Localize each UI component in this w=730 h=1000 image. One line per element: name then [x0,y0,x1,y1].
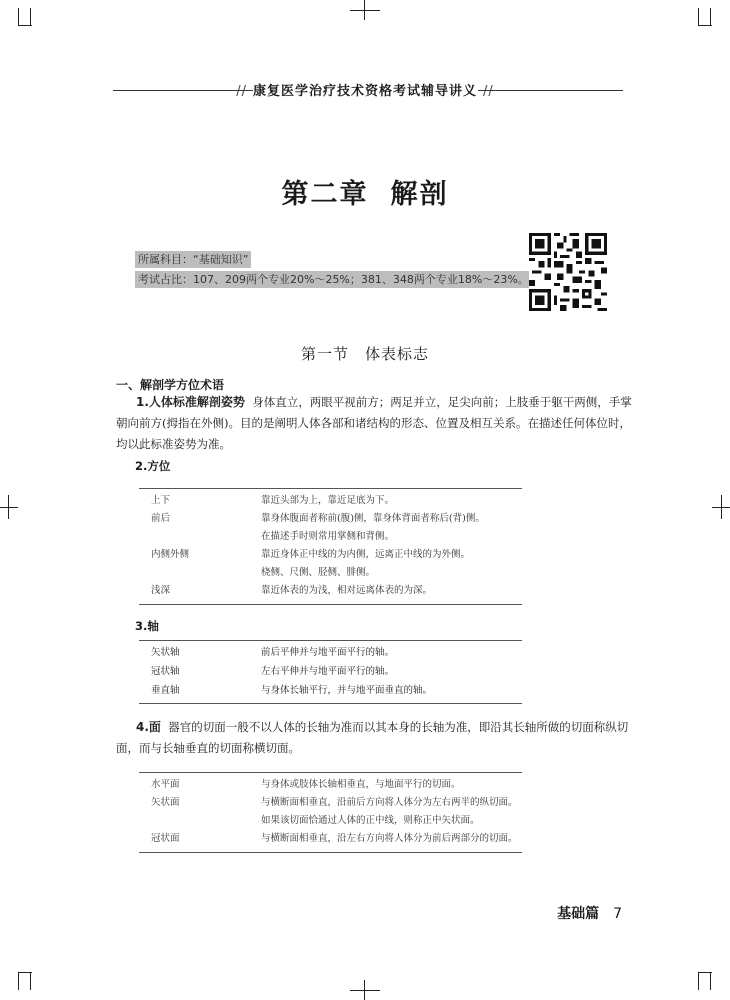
section-number: 第一节 [300,345,349,363]
heading-axis: 3.轴 [135,619,159,633]
table-row: 冠状轴 左右平伸并与地平面平行的轴。 [151,666,395,677]
table-row: 冠状面 与横断面相垂直，沿左右方向将人体分为前后两部分的切面。 [151,833,518,844]
table-row: 内侧外侧 靠近身体正中线的为内侧，远离正中线的为外侧。 [151,549,471,560]
paragraph-anatomical-position [116,392,634,455]
chapter-number: 第二章 [281,179,369,210]
table-row: 矢状面 与横断面相垂直，沿前后方向将人体分为左右两半的纵切面。 [151,797,518,808]
subject-badge: 所属科目：“基础知识” [135,251,251,268]
ratio-badge: 考试占比：107、209两个专业20%～25%；381、348两个专业18%～23%。 [135,271,532,288]
table-row: 桡侧、尺侧、胫侧、腓侧。 [261,567,376,578]
section-name: 体表标志 [365,345,430,363]
part-name: 基础篇 [557,906,600,922]
header-title: 康复医学治疗技术资格考试辅导讲义 [252,84,477,99]
section-title [0,343,730,364]
page-footer [557,903,622,923]
term-anatomical-position: 1.人体标准解剖姿势 [136,395,245,409]
table-row: 上下 靠近头部为上，靠近足底为下。 [151,495,395,506]
position-table [139,488,522,605]
heading-position: 2.方位 [135,459,171,473]
page-number: 7 [613,906,622,922]
axis-table [139,640,522,704]
qr-code-icon [529,233,607,311]
table-row: 如果该切面恰通过人体的正中线，则称正中矢状面。 [261,815,480,826]
table-row: 前后 靠身体腹面者称前(腹)侧，靠身体背面者称后(背)侧。 [151,513,485,524]
running-header: // 康复医学治疗技术资格考试辅导讲义 // [236,84,494,99]
text-planes: 器官的切面一般不以人体的长轴为准而以其本身的长轴为准，即沿其长轴所做的切面称纵切面，而与长轴垂直的切面称横切面。 [116,720,629,755]
table-row: 在描述手时则常用掌侧和背侧。 [261,531,395,542]
heading-orientation-terms: 一、解剖学方位术语 [116,378,225,392]
plane-table [139,772,522,853]
paragraph-planes [116,717,634,759]
table-row: 矢状轴 前后平伸并与地平面平行的轴。 [151,647,395,658]
table-row: 垂直轴 与身体长轴平行，并与地平面垂直的轴。 [151,685,433,696]
table-row: 水平面 与身体或肢体长轴相垂直，与地面平行的切面。 [151,779,461,790]
chapter-name: 解剖 [390,179,449,210]
text-anatomical-position: 身体直立，两眼平视前方；两足并立，足尖向前；上肢垂于躯干两侧，手掌朝向前方(拇指在外侧)。目的是阐明人体各部和诸结构的形态、位置及相互关系。在描述任何体位时，均以此标准姿势为准。 [116,395,632,451]
term-planes: 4.面 [136,720,161,734]
chapter-title [0,172,730,211]
table-row: 浅深 靠近体表的为浅，相对远离体表的为深。 [151,585,433,596]
